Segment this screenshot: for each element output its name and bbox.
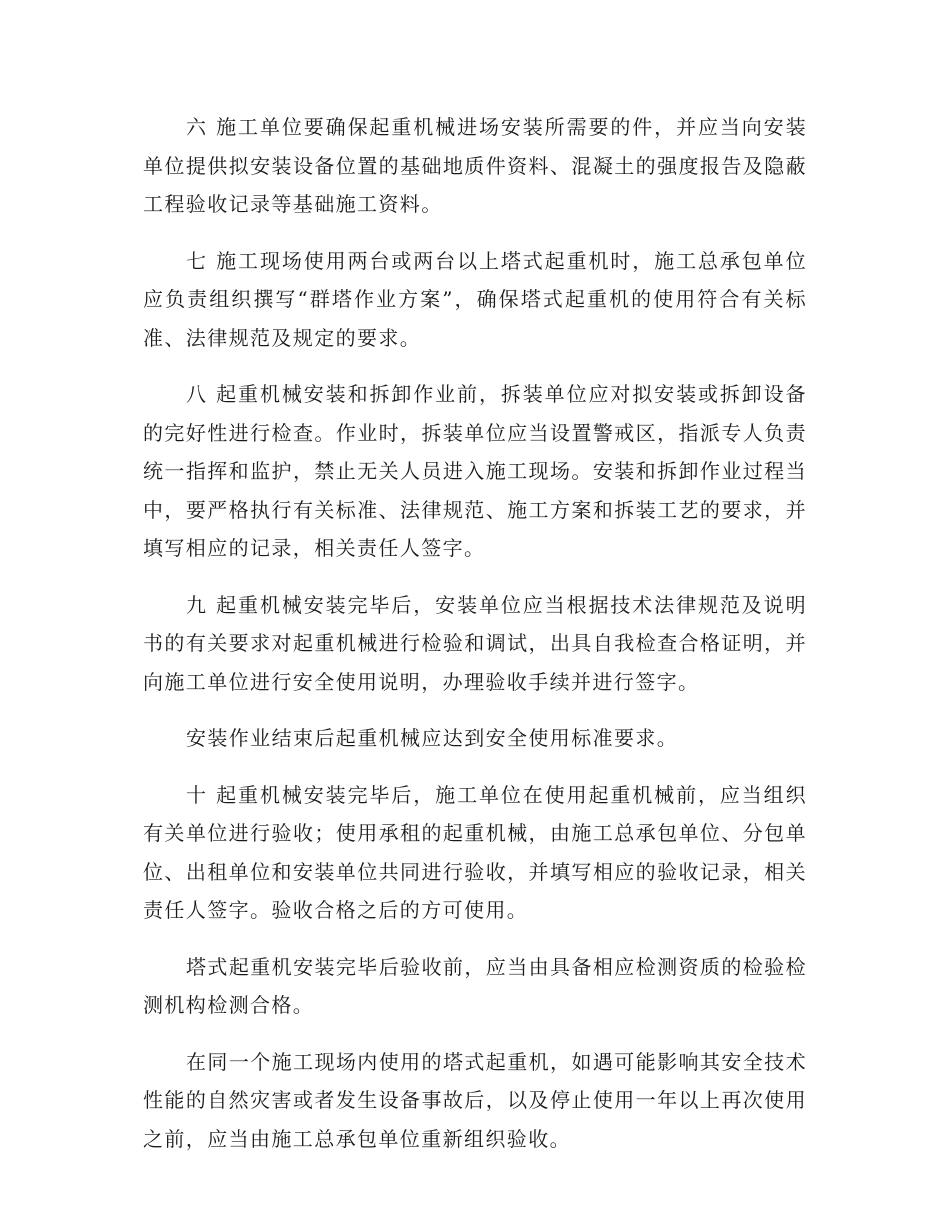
paragraph-8: 八 起重机械安装和拆卸作业前，拆装单位应对拟安装或拆卸设备的完好性进行检查。作业时，拆装单位应当设置警戒区，指派专人负责统一指挥和监护，禁止无关人员进入施工现场。安装和拆卸作业过程当中，要严格执行有关标准、法律规范、施工方案和拆装工艺的要求，并填写相应的记录，相关责任人签字。 [143, 382, 807, 560]
paragraph-7: 七 施工现场使用两台或两台以上塔式起重机时，施工总承包单位应负责组织撰写“群塔作业方案”，确保塔式起重机的使用符合有关标准、法律规范及规定的要求。 [143, 248, 807, 350]
paragraph-installation-standard: 安装作业结束后起重机械应达到安全使用标准要求。 [186, 726, 679, 750]
document-body [143, 108, 807, 1176]
paragraph-tower-crane-inspection: 塔式起重机安装完毕后验收前，应当由具备相应检测资质的检验检测机构检测合格。 [143, 954, 807, 1017]
paragraph-10: 十 起重机械安装完毕后，施工单位在使用起重机械前，应当组织有关单位进行验收；使用承租的起重机械，由施工总承包单位、分包单位、出租单位和安装单位共同进行验收，并填写相应的验收记录，相关责任人签字。验收合格之后的方可使用。 [143, 782, 807, 922]
paragraph-9: 九 起重机械安装完毕后，安装单位应当根据技术法律规范及说明书的有关要求对起重机械进行检验和调试，出具自我检查合格证明，并向施工单位进行安全使用说明，办理验收手续并进行签字。 [143, 592, 807, 694]
paragraph-re-acceptance: 在同一个施工现场内使用的塔式起重机，如遇可能影响其安全技术性能的自然灾害或者发生设备事故后，以及停止使用一年以上再次使用之前，应当由施工总承包单位重新组织验收。 [143, 1049, 807, 1151]
paragraph-6: 六 施工单位要确保起重机械进场安装所需要的件，并应当向安装单位提供拟安装设备位置的基础地质件资料、混凝土的强度报告及隐蔽工程验收记录等基础施工资料。 [143, 115, 807, 216]
